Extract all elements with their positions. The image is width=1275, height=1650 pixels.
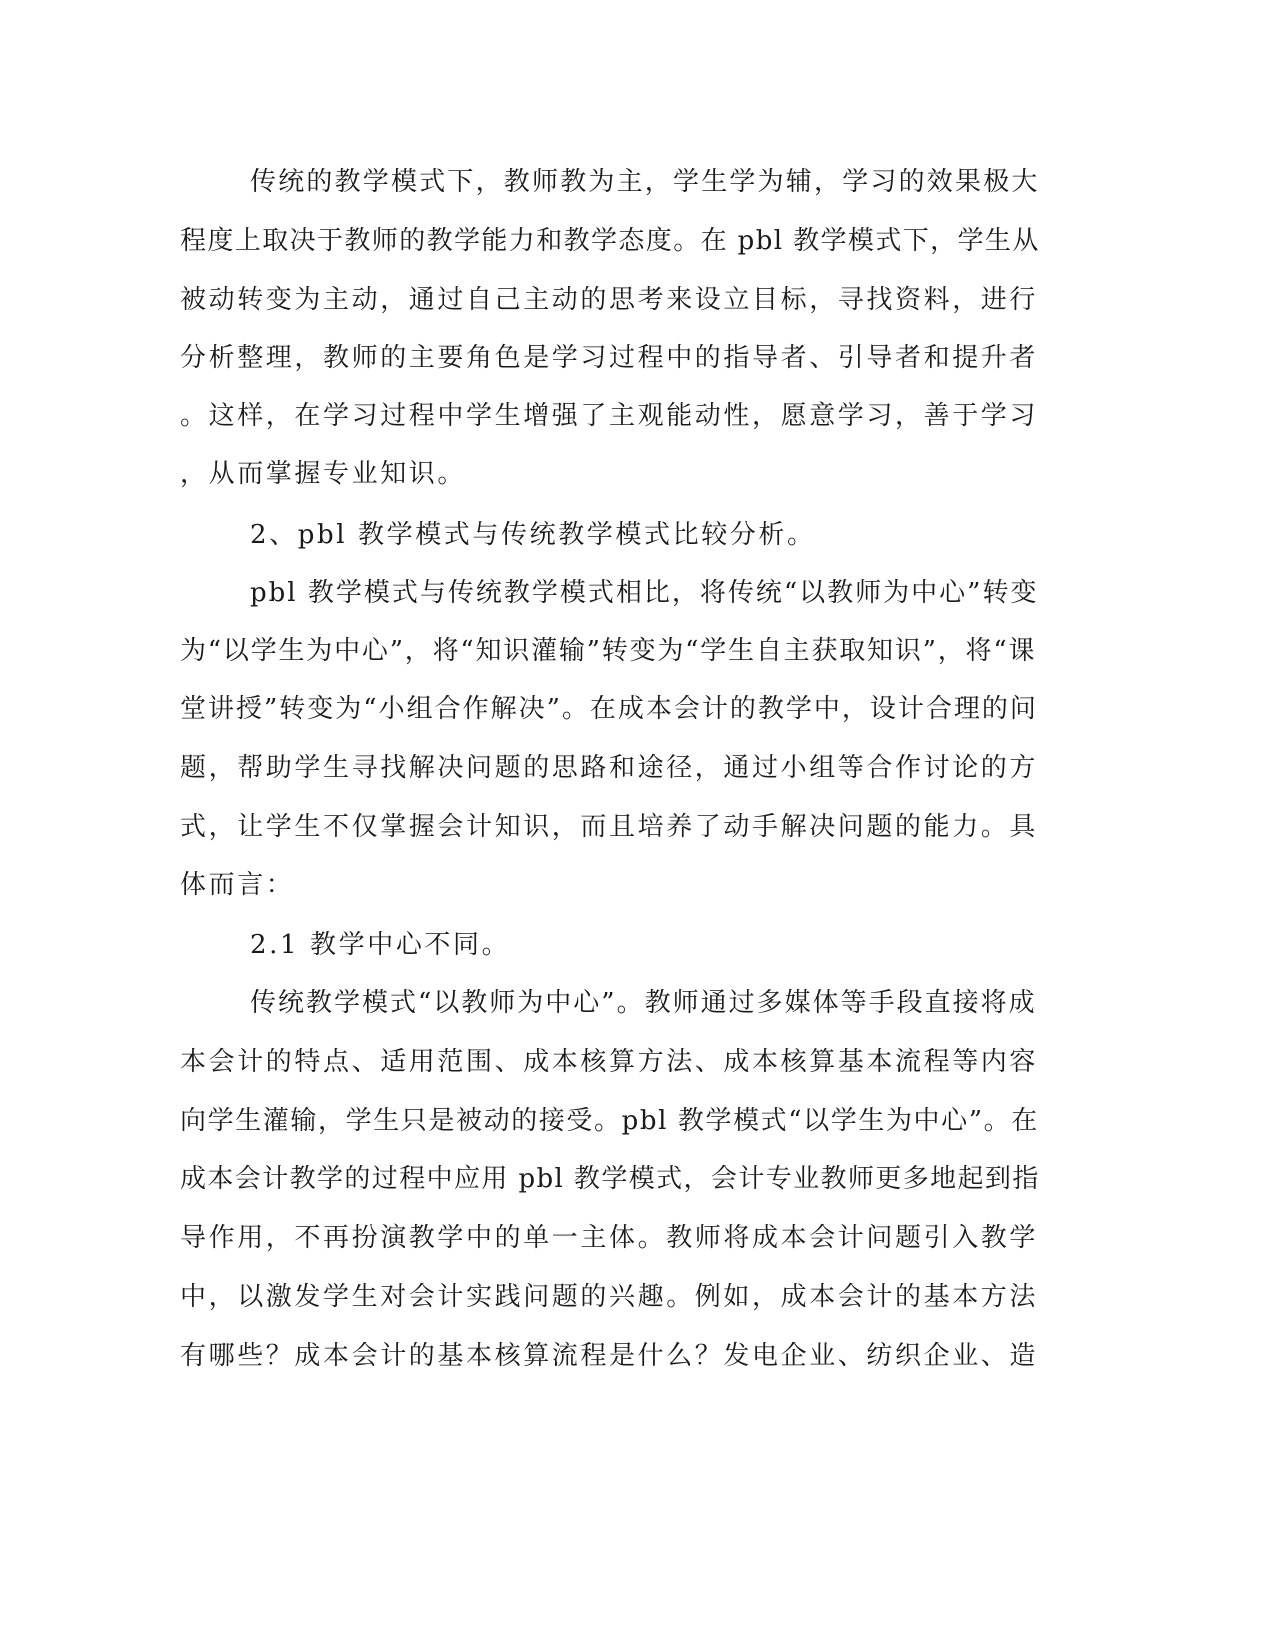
paragraph-line: 传统教学模式“以教师为中心”。教师通过多媒体等手段直接将成 — [250, 988, 1037, 1018]
paragraph-line: 式，让学生不仅掌握会计知识，而且培养了动手解决问题的能力。具 — [180, 812, 1039, 842]
paragraph-line: 。这样，在学习过程中学生增强了主观能动性，愿意学习，善于学习 — [180, 401, 1039, 431]
paragraph-line: 传统的教学模式下，教师教为主，学生学为辅，学习的效果极大 — [250, 167, 1040, 197]
paragraph-line: 本会计的特点、适用范围、成本核算方法、成本核算基本流程等内容 — [180, 1047, 1039, 1077]
paragraph-line: ，从而掌握专业知识。 — [180, 459, 467, 489]
paragraph-line: 导作用，不再扮演教学中的单一主体。教师将成本会计问题引入教学 — [180, 1223, 1039, 1253]
paragraph-line: 题，帮助学生寻找解决问题的思路和途径，通过小组等合作讨论的方 — [180, 753, 1039, 783]
paragraph-line: 中，以激发学生对会计实践问题的兴趣。例如，成本会计的基本方法 — [180, 1282, 1039, 1312]
paragraph-line: 程度上取决于教师的教学能力和教学态度。在 pbl 教学模式下，学生从 — [180, 226, 1040, 256]
section-heading: 2、pbl 教学模式与传统教学模式比较分析。 — [250, 520, 816, 550]
paragraph-line: 堂讲授”转变为“小组合作解决”。在成本会计的教学中，设计合理的问 — [180, 694, 1038, 724]
paragraph-line: 有哪些？成本会计的基本核算流程是什么？发电企业、纺织企业、造 — [180, 1341, 1039, 1371]
paragraph-line: 为“以学生为中心”，将“知识灌输”转变为“学生自主获取知识”，将“课 — [180, 636, 1037, 666]
paragraph-line: 被动转变为主动，通过自己主动的思考来设立目标，寻找资料，进行 — [180, 285, 1039, 315]
paragraph-line: 向学生灌输，学生只是被动的接受。pbl 教学模式“以学生为中心”。在 — [180, 1106, 1039, 1136]
paragraph-line: 体而言： — [180, 870, 295, 900]
subsection-heading: 2.1 教学中心不同。 — [250, 930, 511, 960]
paragraph-line: 成本会计教学的过程中应用 pbl 教学模式，会计专业教师更多地起到指 — [180, 1164, 1040, 1194]
paragraph-line: 分析整理，教师的主要角色是学习过程中的指导者、引导者和提升者 — [180, 343, 1039, 373]
paragraph-line: pbl 教学模式与传统教学模式相比，将传统“以教师为中心”转变 — [250, 578, 1039, 608]
